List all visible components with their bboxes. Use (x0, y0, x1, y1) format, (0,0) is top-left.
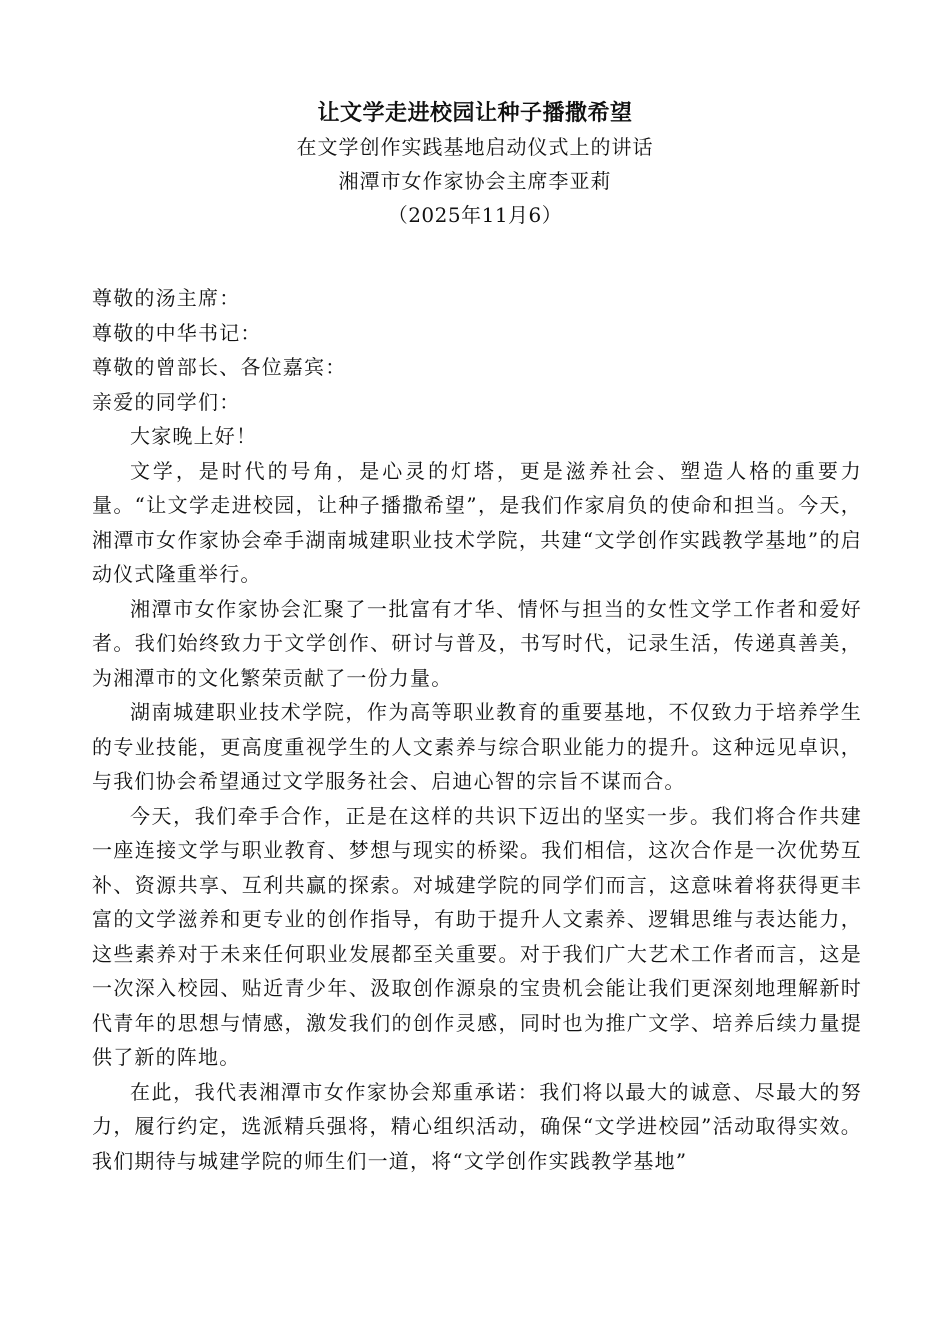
body-paragraph: 今天，我们牵手合作，正是在这样的共识下迈出的坚实一步。我们将合作共建一座连接文学与职业教育、梦想与现实的桥梁。我们相信，这次合作是一次优势互补、资源共享、互利共赢的探索。对城建学院的同学们而言，这意味着将获得更丰富的文学滋养和更专业的创作指导，有助于提升人文素养、逻辑思维与表达能力，这些素养对于未来任何职业发展都至关重要。对于我们广大艺术工作者而言，这是一次深入校园、贴近青少年、汲取创作源泉的宝贵机会能让我们更深刻地理解新时代青年的思想与情感，激发我们的创作灵感，同时也为推广文学、培养后续力量提供了新的阵地。 (92, 803, 862, 1069)
speech-body (92, 281, 862, 1178)
document-title: 让文学走进校园让种子播撒希望 (317, 100, 633, 126)
salutation-line: 亲爱的同学们： (92, 389, 241, 414)
body-paragraph: 湖南城建职业技术学院，作为高等职业教育的重要基地，不仅致力于培养学生的专业技能，更高度重视学生的人文素养与综合职业能力的提升。这种远见卓识，与我们协会希望通过文学服务社会、启迪心智的宗旨不谋而合。 (92, 700, 862, 793)
body-paragraph: 文学，是时代的号角，是心灵的灯塔，更是滋养社会、塑造人格的重要力量。“让文学走进校园，让种子播撒希望”，是我们作家肩负的使命和担当。今天，湘潭市女作家协会牵手湖南城建职业技术学院，共建“文学创作实践教学基地”的启动仪式隆重举行。 (92, 458, 862, 586)
salutation-line: 尊敬的汤主席： (92, 286, 241, 310)
salutation-line: 尊敬的中华书记： (92, 320, 262, 345)
date-line: （2025年11月6） (387, 203, 563, 227)
document-subtitle: 在文学创作实践基地启动仪式上的讲话 (296, 135, 654, 159)
greeting-paragraph: 大家晚上好！ (130, 424, 258, 448)
document-header (0, 96, 950, 232)
body-paragraph: 在此，我代表湘潭市女作家协会郑重承诺：我们将以最大的诚意、尽最大的努力，履行约定，选派精兵强将，精心组织活动，确保“文学进校园”活动取得实效。我们期待与城建学院的师生们一道，将“文学创作实践教学基地” (92, 1079, 862, 1173)
body-paragraph: 湘潭市女作家协会汇聚了一批富有才华、情怀与担当的女性文学工作者和爱好者。我们始终致力于文学创作、研讨与普及，书写时代，记录生活，传递真善美，为湘潭市的文化繁荣贡献了一份力量。 (92, 596, 862, 690)
salutation-line: 尊敬的曾部长、各位嘉宾： (92, 355, 347, 379)
author-line: 湘潭市女作家协会主席李亚莉 (338, 169, 612, 193)
